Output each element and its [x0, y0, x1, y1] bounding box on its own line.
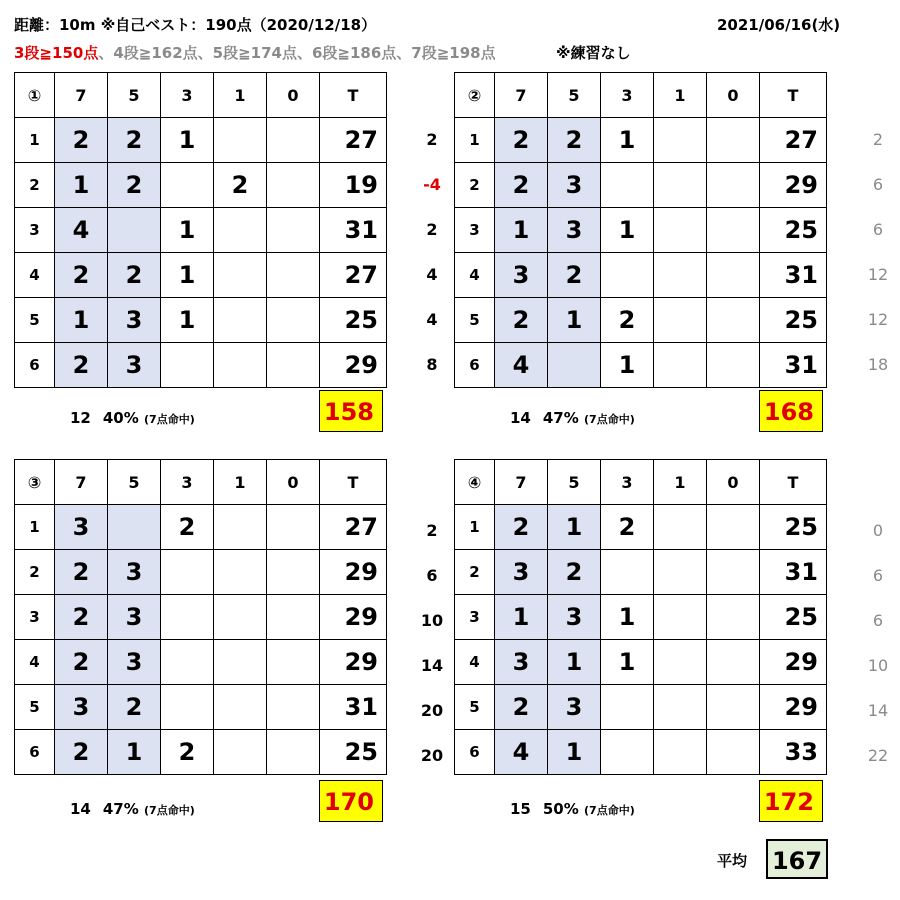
end-number-cell: 3	[455, 208, 495, 253]
count-cell-col-0	[267, 208, 320, 253]
end-difference-value: 2	[426, 130, 438, 149]
count-cell-col-3: 1	[161, 298, 214, 343]
round-number-label: ②	[455, 73, 495, 118]
count-cell-col-3: 1	[601, 595, 654, 640]
column-header-col-total: T	[760, 460, 827, 505]
count-cell-col-3	[161, 595, 214, 640]
count-cell-col-0	[707, 595, 760, 640]
round-4-hit-summary	[510, 800, 635, 818]
count-cell-col-5: 2	[108, 163, 161, 208]
seven-hit-note: (7点命中)	[584, 413, 635, 426]
grade-threshold-3dan: 3段≧150点	[14, 44, 99, 62]
count-cell-col-7: 2	[55, 595, 108, 640]
table-row	[455, 505, 827, 550]
end-difference-value: 4	[426, 310, 438, 329]
end-total-cell: 19	[320, 163, 387, 208]
table-row	[455, 550, 827, 595]
count-cell-col-5: 3	[108, 298, 161, 343]
count-cell-col-5: 3	[548, 163, 601, 208]
count-cell-col-1	[654, 685, 707, 730]
count-cell-col-7: 2	[55, 730, 108, 775]
end-total-cell: 29	[320, 640, 387, 685]
column-header-col-0: 0	[707, 73, 760, 118]
column-header-col-3: 3	[601, 73, 654, 118]
end-total-cell: 25	[320, 298, 387, 343]
column-header-col-5: 5	[548, 460, 601, 505]
table-header-row	[455, 73, 827, 118]
count-cell-col-7: 1	[495, 208, 548, 253]
end-difference-value: 2	[426, 521, 438, 540]
round-3-table	[14, 459, 387, 775]
end-number-cell: 3	[15, 208, 55, 253]
round-number-label: ③	[15, 460, 55, 505]
column-header-col-7: 7	[55, 460, 108, 505]
session-date: 2021/06/16(水)	[717, 16, 841, 34]
count-cell-col-7: 3	[495, 640, 548, 685]
end-difference-value: 10	[420, 611, 444, 630]
column-header-col-7: 7	[55, 73, 108, 118]
count-cell-col-5: 3	[108, 595, 161, 640]
count-cell-col-1	[654, 163, 707, 208]
count-cell-col-3: 1	[161, 118, 214, 163]
end-total-cell: 27	[320, 253, 387, 298]
count-cell-col-7: 2	[55, 118, 108, 163]
count-cell-col-0	[267, 595, 320, 640]
seven-hit-count: 14	[510, 409, 531, 427]
count-cell-col-5: 1	[548, 730, 601, 775]
count-cell-col-7: 3	[495, 253, 548, 298]
count-cell-col-7: 1	[495, 595, 548, 640]
table-row	[15, 118, 387, 163]
practice-note: ※練習なし	[556, 44, 631, 62]
end-total-cell: 29	[760, 640, 827, 685]
count-cell-col-3: 1	[161, 253, 214, 298]
end-number-cell: 6	[15, 343, 55, 388]
count-cell-col-0	[707, 640, 760, 685]
end-number-cell: 4	[455, 253, 495, 298]
count-cell-col-5: 2	[108, 118, 161, 163]
average-score-box: 167	[766, 839, 828, 879]
end-difference-value: 20	[420, 701, 444, 720]
end-number-cell: 3	[15, 595, 55, 640]
count-cell-col-5: 1	[108, 730, 161, 775]
count-cell-col-1	[654, 595, 707, 640]
count-cell-col-3: 2	[161, 730, 214, 775]
column-header-col-5: 5	[108, 73, 161, 118]
count-cell-col-3: 1	[601, 640, 654, 685]
table-row	[15, 730, 387, 775]
column-header-col-0: 0	[267, 460, 320, 505]
count-cell-col-1	[214, 505, 267, 550]
count-cell-col-1	[654, 298, 707, 343]
end-total-cell: 29	[760, 163, 827, 208]
end-total-cell: 25	[760, 505, 827, 550]
count-cell-col-1	[654, 505, 707, 550]
end-number-cell: 6	[455, 343, 495, 388]
count-cell-col-5: 3	[548, 685, 601, 730]
count-cell-col-3	[161, 163, 214, 208]
column-header-col-1: 1	[214, 460, 267, 505]
count-cell-col-5: 2	[548, 118, 601, 163]
count-cell-col-1	[654, 343, 707, 388]
grade-thresholds	[14, 42, 496, 63]
seven-hit-count: 12	[70, 409, 91, 427]
count-cell-col-3: 1	[601, 343, 654, 388]
cumulative-difference-value: 6	[872, 611, 884, 630]
count-cell-col-5: 2	[548, 253, 601, 298]
count-cell-col-0	[267, 253, 320, 298]
count-cell-col-1	[214, 343, 267, 388]
count-cell-col-1	[214, 298, 267, 343]
end-difference-value: 14	[420, 656, 444, 675]
table-row	[455, 298, 827, 343]
count-cell-col-1	[654, 550, 707, 595]
count-cell-col-3: 1	[601, 208, 654, 253]
count-cell-col-5: 3	[548, 208, 601, 253]
end-number-cell: 3	[455, 595, 495, 640]
count-cell-col-0	[267, 730, 320, 775]
end-number-cell: 4	[15, 640, 55, 685]
count-cell-col-7: 3	[55, 685, 108, 730]
table-row	[15, 298, 387, 343]
count-cell-col-5: 3	[108, 640, 161, 685]
end-total-cell: 31	[320, 208, 387, 253]
end-total-cell: 27	[320, 118, 387, 163]
count-cell-col-3	[161, 685, 214, 730]
round-number-label: ①	[15, 73, 55, 118]
column-header-col-total: T	[320, 460, 387, 505]
count-cell-col-0	[267, 640, 320, 685]
column-header-col-0: 0	[267, 73, 320, 118]
table-row	[15, 505, 387, 550]
end-total-cell: 31	[760, 550, 827, 595]
end-number-cell: 6	[455, 730, 495, 775]
round-2-hit-summary	[510, 409, 635, 427]
seven-hit-percentage: 40%	[102, 409, 139, 427]
count-cell-col-3: 1	[601, 118, 654, 163]
column-header-col-1: 1	[214, 73, 267, 118]
table-row	[15, 640, 387, 685]
table-row	[455, 730, 827, 775]
end-difference-value: -4	[423, 175, 441, 194]
count-cell-col-7: 2	[55, 253, 108, 298]
count-cell-col-3	[601, 550, 654, 595]
count-cell-col-5: 3	[108, 550, 161, 595]
table-row	[15, 685, 387, 730]
count-cell-col-3	[161, 640, 214, 685]
end-difference-value: 4	[426, 265, 438, 284]
grade-threshold-others: 、4段≧162点、5段≧174点、6段≧186点、7段≧198点	[98, 44, 496, 62]
table-row	[15, 595, 387, 640]
table-row	[15, 163, 387, 208]
column-header-col-3: 3	[161, 460, 214, 505]
table-row	[455, 640, 827, 685]
count-cell-col-7: 1	[55, 163, 108, 208]
end-number-cell: 5	[15, 685, 55, 730]
column-header-col-3: 3	[601, 460, 654, 505]
count-cell-col-3	[161, 343, 214, 388]
count-cell-col-7: 2	[55, 550, 108, 595]
table-row	[15, 343, 387, 388]
end-total-cell: 31	[760, 253, 827, 298]
end-total-cell: 25	[760, 298, 827, 343]
count-cell-col-5: 3	[108, 343, 161, 388]
end-number-cell: 5	[455, 685, 495, 730]
seven-hit-percentage: 47%	[542, 409, 579, 427]
count-cell-col-1	[214, 253, 267, 298]
round-1-total-score: 158	[319, 390, 383, 432]
end-total-cell: 27	[760, 118, 827, 163]
seven-hit-count: 14	[70, 800, 91, 818]
count-cell-col-7: 4	[495, 730, 548, 775]
seven-hit-percentage: 50%	[542, 800, 579, 818]
end-total-cell: 31	[760, 343, 827, 388]
count-cell-col-0	[267, 298, 320, 343]
end-number-cell: 1	[15, 118, 55, 163]
cumulative-difference-value: 12	[867, 265, 889, 284]
count-cell-col-3	[161, 550, 214, 595]
table-row	[455, 163, 827, 208]
round-1-table	[14, 72, 387, 388]
cumulative-difference-value: 18	[867, 355, 889, 374]
count-cell-col-3: 2	[161, 505, 214, 550]
round-3-hit-summary	[70, 800, 195, 818]
table-header-row	[15, 73, 387, 118]
cumulative-difference-value: 6	[872, 566, 884, 585]
count-cell-col-1	[214, 640, 267, 685]
count-cell-col-0	[267, 163, 320, 208]
cumulative-difference-value: 14	[867, 701, 889, 720]
count-cell-col-7: 4	[55, 208, 108, 253]
table-row	[455, 595, 827, 640]
end-number-cell: 4	[455, 640, 495, 685]
end-difference-value: 20	[420, 746, 444, 765]
end-total-cell: 29	[760, 685, 827, 730]
end-number-cell: 2	[455, 550, 495, 595]
count-cell-col-5: 2	[548, 550, 601, 595]
end-total-cell: 29	[320, 595, 387, 640]
column-header-col-5: 5	[548, 73, 601, 118]
column-header-col-3: 3	[161, 73, 214, 118]
table-header-row	[15, 460, 387, 505]
count-cell-col-0	[707, 253, 760, 298]
column-header-col-1: 1	[654, 460, 707, 505]
count-cell-col-7: 3	[55, 505, 108, 550]
count-cell-col-7: 2	[495, 685, 548, 730]
end-total-cell: 27	[320, 505, 387, 550]
count-cell-col-1	[654, 208, 707, 253]
seven-hit-note: (7点命中)	[144, 804, 195, 817]
count-cell-col-5	[548, 343, 601, 388]
end-number-cell: 1	[455, 505, 495, 550]
count-cell-col-0	[707, 118, 760, 163]
count-cell-col-5	[108, 208, 161, 253]
end-number-cell: 1	[455, 118, 495, 163]
round-3-total-score: 170	[319, 780, 383, 822]
end-number-cell: 6	[15, 730, 55, 775]
table-row	[455, 253, 827, 298]
count-cell-col-5: 1	[548, 505, 601, 550]
table-row	[15, 253, 387, 298]
end-total-cell: 33	[760, 730, 827, 775]
column-header-col-5: 5	[108, 460, 161, 505]
cumulative-difference-value: 22	[867, 746, 889, 765]
end-total-cell: 25	[760, 208, 827, 253]
column-header-col-total: T	[320, 73, 387, 118]
count-cell-col-0	[707, 730, 760, 775]
count-cell-col-3	[601, 685, 654, 730]
count-cell-col-1	[214, 208, 267, 253]
table-row	[455, 685, 827, 730]
table-row	[455, 118, 827, 163]
count-cell-col-0	[707, 163, 760, 208]
count-cell-col-0	[267, 118, 320, 163]
table-row	[15, 550, 387, 595]
count-cell-col-1	[214, 595, 267, 640]
end-total-cell: 25	[320, 730, 387, 775]
table-row	[455, 208, 827, 253]
count-cell-col-0	[267, 343, 320, 388]
cumulative-difference-value: 10	[867, 656, 889, 675]
end-number-cell: 2	[15, 163, 55, 208]
count-cell-col-1	[654, 640, 707, 685]
count-cell-col-5: 1	[548, 298, 601, 343]
count-cell-col-0	[267, 550, 320, 595]
distance-best-line: 距離：10m ※自己ベスト：190点（2020/12/18）	[14, 16, 377, 34]
column-header-col-0: 0	[707, 460, 760, 505]
end-difference-value: 6	[426, 566, 438, 585]
count-cell-col-7: 3	[495, 550, 548, 595]
count-cell-col-0	[267, 505, 320, 550]
column-header-col-7: 7	[495, 73, 548, 118]
count-cell-col-0	[267, 685, 320, 730]
count-cell-col-0	[707, 685, 760, 730]
end-number-cell: 5	[15, 298, 55, 343]
average-label: 平均	[717, 852, 748, 870]
round-4-table	[454, 459, 827, 775]
table-row	[455, 343, 827, 388]
count-cell-col-3	[601, 730, 654, 775]
count-cell-col-3	[601, 253, 654, 298]
seven-hit-note: (7点命中)	[584, 804, 635, 817]
cumulative-difference-value: 6	[872, 220, 884, 239]
end-number-cell: 2	[15, 550, 55, 595]
cumulative-difference-value: 6	[872, 175, 884, 194]
round-4-total-score: 172	[759, 780, 823, 822]
round-2-table	[454, 72, 827, 388]
count-cell-col-7: 2	[495, 505, 548, 550]
count-cell-col-1	[214, 118, 267, 163]
count-cell-col-5: 1	[548, 640, 601, 685]
count-cell-col-1	[654, 118, 707, 163]
round-2-total-score: 168	[759, 390, 823, 432]
count-cell-col-0	[707, 505, 760, 550]
count-cell-col-5: 2	[108, 253, 161, 298]
end-number-cell: 4	[15, 253, 55, 298]
end-total-cell: 29	[320, 550, 387, 595]
count-cell-col-1	[214, 550, 267, 595]
count-cell-col-1: 2	[214, 163, 267, 208]
table-row	[15, 208, 387, 253]
cumulative-difference-value: 0	[872, 521, 884, 540]
count-cell-col-0	[707, 550, 760, 595]
count-cell-col-7: 4	[495, 343, 548, 388]
end-number-cell: 5	[455, 298, 495, 343]
count-cell-col-7: 2	[495, 298, 548, 343]
seven-hit-count: 15	[510, 800, 531, 818]
count-cell-col-5: 2	[108, 685, 161, 730]
end-difference-value: 8	[426, 355, 438, 374]
count-cell-col-1	[214, 730, 267, 775]
seven-hit-percentage: 47%	[102, 800, 139, 818]
round-number-label: ④	[455, 460, 495, 505]
count-cell-col-3: 2	[601, 298, 654, 343]
count-cell-col-5: 3	[548, 595, 601, 640]
count-cell-col-1	[654, 253, 707, 298]
count-cell-col-0	[707, 343, 760, 388]
end-total-cell: 25	[760, 595, 827, 640]
count-cell-col-7: 1	[55, 298, 108, 343]
count-cell-col-3: 2	[601, 505, 654, 550]
count-cell-col-3: 1	[161, 208, 214, 253]
count-cell-col-5	[108, 505, 161, 550]
seven-hit-note: (7点命中)	[144, 413, 195, 426]
count-cell-col-7: 2	[55, 640, 108, 685]
count-cell-col-0	[707, 208, 760, 253]
end-total-cell: 31	[320, 685, 387, 730]
count-cell-col-7: 2	[495, 163, 548, 208]
end-number-cell: 1	[15, 505, 55, 550]
count-cell-col-1	[214, 685, 267, 730]
count-cell-col-7: 2	[495, 118, 548, 163]
end-total-cell: 29	[320, 343, 387, 388]
end-difference-value: 2	[426, 220, 438, 239]
count-cell-col-1	[654, 730, 707, 775]
column-header-col-1: 1	[654, 73, 707, 118]
cumulative-difference-value: 12	[867, 310, 889, 329]
end-number-cell: 2	[455, 163, 495, 208]
count-cell-col-7: 2	[55, 343, 108, 388]
count-cell-col-3	[601, 163, 654, 208]
cumulative-difference-value: 2	[872, 130, 884, 149]
table-header-row	[455, 460, 827, 505]
column-header-col-total: T	[760, 73, 827, 118]
count-cell-col-0	[707, 298, 760, 343]
column-header-col-7: 7	[495, 460, 548, 505]
round-1-hit-summary	[70, 409, 195, 427]
